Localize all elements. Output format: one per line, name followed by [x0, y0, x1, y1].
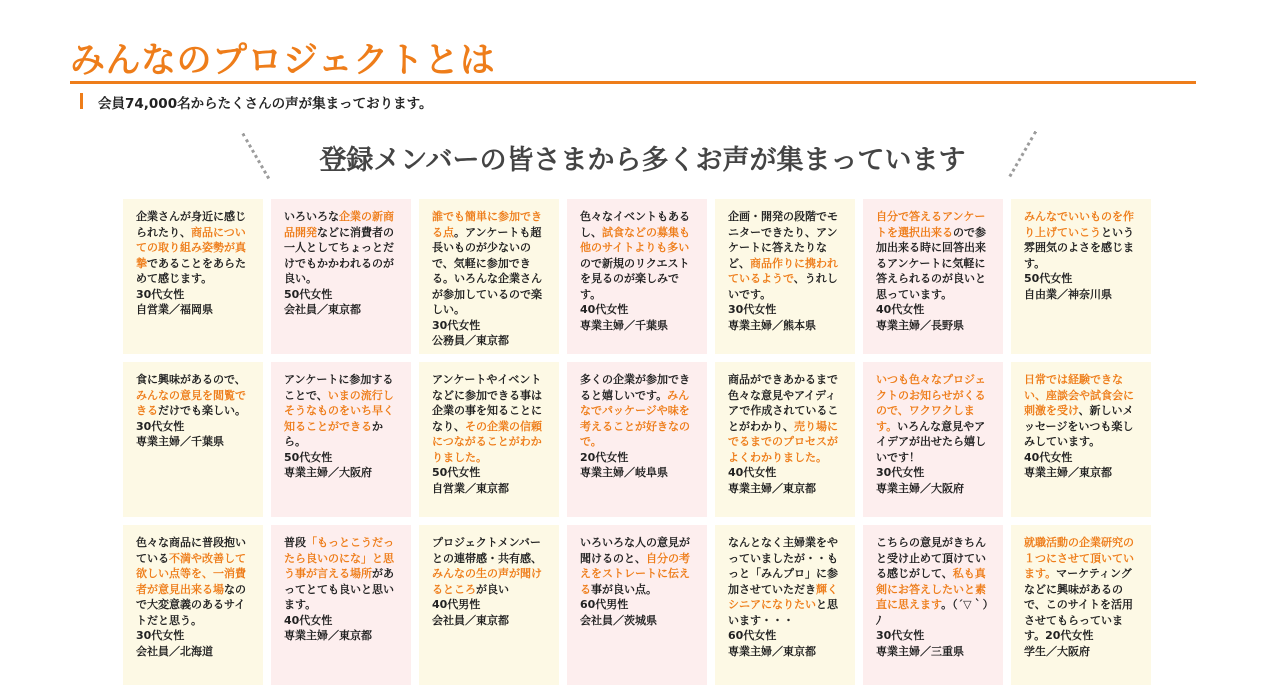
author-occupation: 専業主婦／千葉県: [136, 435, 224, 448]
author-occupation: 専業主婦／岐阜県: [580, 466, 668, 479]
author-age: 30代女性: [136, 419, 185, 433]
testimonial-phrase: 企画・開発の段階でモニターできたり、アンケートに答えたりなど、: [728, 210, 838, 270]
testimonial-card: [271, 362, 411, 517]
highlighted-phrase: いまの流行しそうなものをいち早く知ることができる: [284, 388, 394, 433]
testimonial-text: [432, 372, 549, 465]
author-occupation: 会社員／北海道: [136, 644, 213, 658]
testimonial-phrase: 、新しいメッセージをいつも楽しみしています。: [1024, 404, 1134, 448]
testimonial-phrase: から。: [284, 419, 383, 448]
author-occupation: 専業主婦／長野県: [876, 318, 964, 332]
testimonial-phrase: ので新規のリクエストを見るのが楽しみです。: [580, 256, 690, 301]
testimonial-phrase: いろんな意見やアイデアが出せたら嬉しいです！: [876, 419, 986, 464]
testimonial-card: [567, 525, 707, 685]
testimonial-phrase: ので参加出来る時に回答出来るアンケートに気軽に答えられるのが良いと思っています。: [876, 225, 986, 301]
testimonial-text: [876, 209, 993, 302]
testimonial-card: [123, 199, 263, 354]
testimonial-phrase: プロジェクトメンバーとの連帯感・共有感、: [432, 536, 542, 565]
testimonial-card: [271, 525, 411, 685]
testimonial-text: [284, 535, 401, 613]
testimonial-card: [271, 199, 411, 354]
testimonial-card: [715, 362, 855, 517]
testimonial-text: [580, 535, 697, 597]
highlighted-phrase: みんなの意見を閲覧できる: [136, 388, 246, 417]
testimonial-phrase: いろいろな人の意見が聞けるのと、: [580, 536, 690, 565]
testimonial-phrase: アンケートやイベントなどに参加できる事は企業の事を知ることになり、: [432, 373, 542, 433]
author-occupation: 自営業／東京都: [432, 481, 509, 495]
author-age: 50代女性: [1024, 272, 1073, 285]
highlighted-phrase: 商品についての取り組み姿勢が真摯: [136, 225, 246, 270]
testimonial-card: [123, 525, 263, 685]
testimonial-text: [432, 535, 549, 597]
author-occupation: 専業主婦／東京都: [284, 629, 372, 642]
author-occupation: 会社員／東京都: [284, 303, 361, 316]
testimonial-card: [1011, 199, 1151, 354]
author-age: 40代女性: [728, 466, 777, 479]
highlighted-phrase: 売り場にでるまでのプロセスがよくわかりました。: [728, 419, 838, 464]
testimonial-text: [284, 209, 401, 287]
testimonial-text: [136, 209, 253, 287]
testimonial-card: [863, 525, 1003, 685]
testimonial-phrase: こちらの意見がきちんと受け止めて頂けている感じがして、: [876, 536, 986, 580]
highlighted-phrase: 不満や改善して欲しい点等を、一消費者が意見出来る場: [136, 551, 246, 596]
testimonial-phrase: と思います・・・: [728, 598, 838, 627]
author-age: 40代女性: [580, 303, 629, 316]
testimonial-text: [1024, 209, 1141, 271]
highlighted-phrase: 商品作りに携われているようで: [728, 256, 838, 285]
testimonial-text: [580, 209, 697, 302]
testimonial-text: [136, 535, 253, 628]
section-heading: 登録メンバーの皆さまから多くお声が集まっています: [319, 145, 966, 176]
testimonial-text: [876, 535, 993, 628]
testimonial-text: [1024, 535, 1141, 644]
testimonial-phrase: 商品ができあかるまで色々な意見やアイディアで作成されていることがわかり、: [728, 373, 839, 433]
testimonial-text: [1024, 372, 1141, 450]
highlighted-phrase: 就職活動の企業研究の１つにさせて頂いています。: [1024, 536, 1134, 580]
highlighted-phrase: 試食などの募集も他のサイトよりも多い: [580, 225, 690, 254]
testimonial-phrase: いろいろな: [284, 210, 339, 223]
subtitle-marker: [80, 93, 83, 109]
author-occupation: 学生／大阪府: [1024, 644, 1090, 658]
author-occupation: 専業主婦／大阪府: [284, 466, 372, 479]
page-title: みんなのプロジェクトとは: [70, 41, 496, 81]
author-age: 30代女性: [876, 629, 925, 642]
testimonial-card: [863, 362, 1003, 517]
author-age: 30代女性: [876, 466, 925, 479]
testimonial-phrase: などに消費者の一人としてちょっとだけでもかかわれるのが良い。: [284, 225, 394, 285]
author-age: 50代女性: [284, 287, 333, 301]
testimonial-phrase: 。アンケートも超長いものが少ないので、気軽に参加できる。いろんな企業さんが参加しているので楽しい。: [432, 225, 542, 316]
author-age: 40代女性: [876, 303, 925, 316]
testimonial-text: [432, 209, 549, 318]
testimonial-text: [136, 372, 253, 419]
highlighted-phrase: 企業の新商品開発: [284, 210, 394, 239]
author-age: 60代女性: [728, 629, 777, 642]
highlighted-phrase: 誰でも簡単に参加できる点: [432, 210, 542, 239]
testimonial-text: [728, 209, 845, 302]
author-occupation: 専業主婦／東京都: [1024, 466, 1112, 479]
testimonial-phrase: 色々なイベントもあるし、: [580, 210, 690, 239]
testimonial-text: [876, 372, 993, 465]
author-occupation: 専業主婦／熊本県: [728, 318, 816, 332]
author-age: 40代男性: [432, 598, 481, 611]
author-occupation: 専業主婦／東京都: [728, 644, 816, 658]
testimonial-card: [567, 199, 707, 354]
testimonial-grid: [123, 199, 1151, 685]
highlighted-phrase: その企業の信頼につながることがわかりました。: [432, 419, 542, 464]
highlighted-phrase: 自分の考えをストレートに伝える: [580, 551, 690, 596]
testimonial-card: [419, 199, 559, 354]
testimonial-text: [728, 535, 845, 628]
testimonial-card: [567, 362, 707, 517]
highlighted-phrase: 輝くシニアになりたい: [728, 582, 838, 611]
testimonial-card: [419, 362, 559, 517]
highlighted-phrase: みんなの生の声が聞けるところ: [432, 567, 542, 596]
testimonial-card: [123, 362, 263, 517]
author-occupation: 専業主婦／三重県: [876, 644, 964, 658]
author-age: 30代女性: [136, 287, 185, 301]
testimonial-phrase: マーケティングなどに興味があるので、このサイトを活用させてもらっています。20代女性: [1024, 567, 1134, 642]
testimonial-phrase: 企業さんが身近に感じられたり、: [136, 210, 246, 239]
highlighted-phrase: 自分で答えるアンケートを選択出来る: [876, 210, 986, 239]
testimonial-phrase: 普段: [284, 536, 306, 549]
author-age: 30代女性: [136, 629, 185, 642]
author-occupation: 専業主婦／大阪府: [876, 481, 964, 495]
author-age: 50代女性: [284, 450, 333, 464]
testimonial-card: [1011, 362, 1151, 517]
author-occupation: 自営業／福岡県: [136, 303, 213, 316]
author-age: 30代女性: [432, 318, 481, 332]
author-age: 40代女性: [284, 613, 333, 627]
testimonial-phrase: という雰囲気のよさを感じます。: [1024, 225, 1134, 270]
testimonial-text: [728, 372, 845, 465]
testimonial-card: [863, 199, 1003, 354]
author-occupation: 専業主婦／千葉県: [580, 318, 668, 332]
author-age: 30代女性: [728, 303, 777, 316]
highlighted-phrase: 私も真剣にお答えしたいと素直に思えます: [876, 567, 986, 611]
highlighted-phrase: みんなでパッケージや味を考えることが好きなので。: [580, 388, 690, 448]
testimonial-phrase: が良い: [476, 582, 509, 596]
testimonial-phrase: があってとても良いと思います。: [284, 567, 394, 611]
author-occupation: 公務員／東京都: [432, 334, 509, 347]
testimonial-phrase: であることをあらためて感じます。: [136, 256, 246, 285]
title-underline: [70, 81, 1196, 84]
testimonial-phrase: アンケートに参加することで、: [284, 373, 394, 402]
testimonial-phrase: 色々な商品に普段抱いている: [136, 536, 246, 565]
testimonial-card: [715, 199, 855, 354]
author-age: 60代男性: [580, 598, 629, 611]
testimonial-card: [1011, 525, 1151, 685]
testimonial-phrase: 多くの企業が参加できると嬉しいです。: [580, 373, 690, 402]
testimonial-card: [419, 525, 559, 685]
testimonial-phrase: 、うれしいです。: [728, 272, 838, 301]
highlighted-phrase: みんなでいいものを作り上げていこう: [1024, 210, 1134, 239]
author-age: 20代女性: [580, 450, 629, 464]
highlighted-phrase: 日常では経験できない、座談会や試食会に刺激を受け: [1024, 373, 1134, 417]
author-occupation: 会社員／茨城県: [580, 613, 657, 627]
testimonial-phrase: 事が良い点。: [591, 582, 657, 596]
testimonial-phrase: なんとなく主婦業をやっていましたが・・もっと「みんプロ」に参加させていただき: [728, 536, 838, 596]
highlighted-phrase: いつも色々なプロジェクトのお知らせがくるので、ワクワクします。: [876, 373, 986, 433]
testimonial-phrase: 食に興味があるので、: [136, 373, 246, 386]
author-age: 50代女性: [432, 466, 481, 479]
testimonial-text: [284, 372, 401, 450]
testimonial-card: [715, 525, 855, 685]
author-occupation: 専業主婦／東京都: [728, 481, 816, 495]
testimonial-text: [580, 372, 697, 450]
author-occupation: 会社員／東京都: [432, 613, 509, 627]
testimonial-phrase: なので大変意義のあるサイトだと思う。: [136, 582, 246, 627]
author-age: 40代女性: [1024, 450, 1073, 464]
testimonial-phrase: だけでも楽しい。: [158, 404, 246, 417]
highlighted-phrase: 「もっとこうだったら良いのにな」と思う事が言える場所: [284, 536, 394, 580]
author-occupation: 自由業／神奈川県: [1024, 287, 1112, 301]
page-subtitle: 会員74,000名からたくさんの声が集まっております。: [98, 96, 433, 112]
testimonial-phrase: 。（´▽｀）ﾉ: [876, 598, 989, 627]
